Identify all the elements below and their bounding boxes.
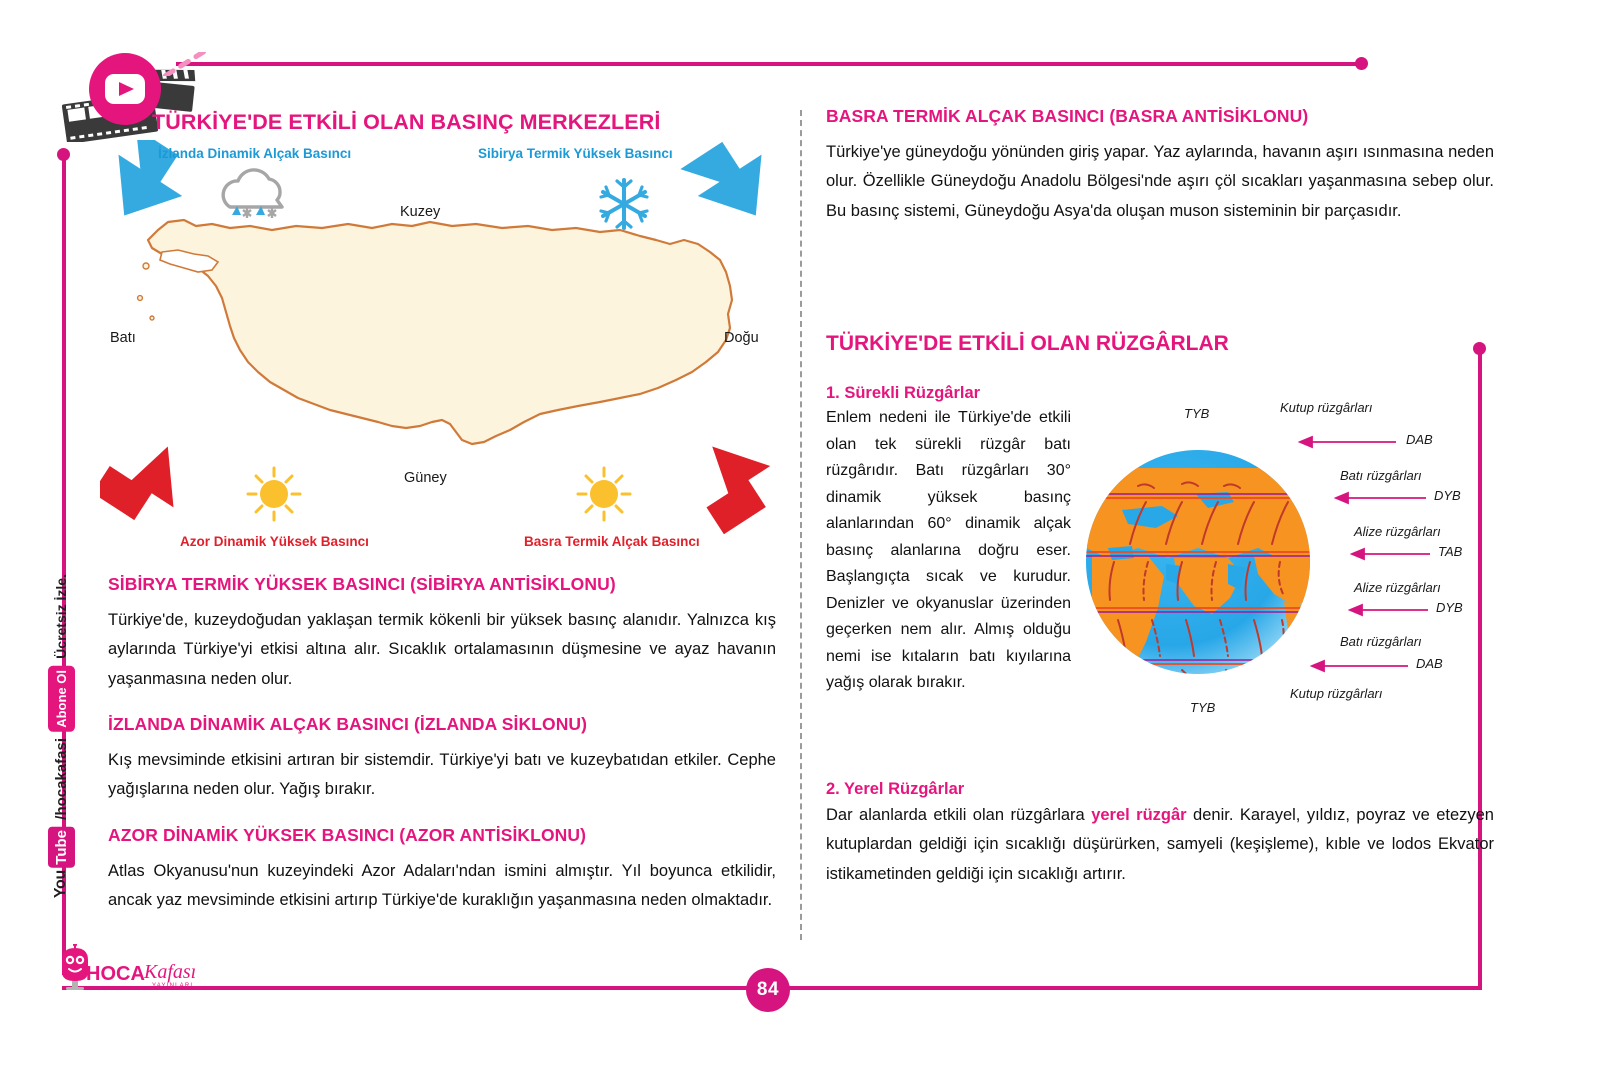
winds-section-heading-wrap	[826, 332, 1229, 356]
youtube-tube-badge: Tube	[48, 827, 75, 868]
red-arrow-up-right-icon	[100, 426, 200, 534]
free-watch-label: Ücretsiz İzle.	[53, 573, 69, 659]
local-winds-block	[826, 780, 1494, 889]
local-winds-text-part2: denir. Karayel, yıldız, poyraz ve etezyen kutuplardan geldiği için sıcaklığı düşürürken, samyeli (keşişleme), kıble ve lodos Ekvator istikametinden geldiği için sıcaklığı artırır.	[826, 806, 1494, 883]
globe-label-alize-top: Alize rüzgârları	[1354, 524, 1441, 539]
hoca-kafasi-logo-icon	[56, 944, 196, 994]
globe-label-kutup-top: Kutup rüzgârları	[1280, 400, 1373, 415]
youtube-handle: /hocakafasi	[52, 738, 70, 821]
globe-label-bati-bottom: Batı rüzgârları	[1340, 634, 1422, 649]
section-body-basra: Türkiye'ye güneydoğu yönünden giriş yapar. Yaz aylarında, havanın aşırı ısınmasına neden olur. Özellikle Güneydoğu Anadolu Bölgesi'nde aşırı çöl sıcakları yaşanmasına sebep olur. Bu basınç sistemi, Güneydoğu Asya'da oluşan muson sisteminin bir parçasıdır.	[826, 143, 1494, 220]
map-label-guney: Güney	[404, 470, 447, 486]
continuous-winds-heading: 1. Sürekli Rüzgârlar	[826, 384, 981, 402]
map-label-dogu: Doğu	[724, 330, 759, 346]
subscribe-button[interactable]: Abone Ol	[48, 666, 75, 732]
map-label-izlanda: İzlanda Dinamik Alçak Basıncı	[158, 146, 352, 161]
map-label-azor: Azor Dinamik Yüksek Basıncı	[180, 534, 369, 549]
global-wind-belts-diagram	[1078, 398, 1498, 718]
publisher-logo	[56, 944, 196, 994]
globe-label-kutup-bottom: Kutup rüzgârları	[1290, 686, 1383, 701]
motion-lines-icon	[158, 52, 216, 76]
page-title: TÜRKİYE'DE ETKİLİ OLAN BASINÇ MERKEZLERİ	[152, 110, 661, 134]
map-label-bati: Batı	[110, 330, 136, 346]
continuous-winds-block	[826, 384, 1071, 697]
globe-label-bati-top: Batı rüzgârları	[1340, 468, 1422, 483]
globe-label-tyb-top: TYB	[1184, 406, 1210, 421]
local-winds-heading: 2. Yerel Rüzgârlar	[826, 780, 965, 798]
globe-label-tyb-bottom: TYB	[1190, 700, 1216, 715]
globe-label-dyb-bottom: DYB	[1436, 600, 1463, 615]
continuous-winds-body: Enlem nedeni ile Türkiye'de etkili olan tek sürekli rüzgâr batı rüzgârıdır. Batı rüzgârları 30° dinamik yüksek basınç alanlarından 60° dinamik alçak basınç alanlarına doğru eser. Başlangıçta sıcak ve kurudur. Denizler ve okyanuslar üzerinden geçerken nem alır. Almış olduğu nemi ise kıtaların batı kıyılarına yağış olarak bırakır.	[826, 409, 1071, 692]
turkey-map-graphic	[100, 140, 780, 560]
section-heading-basra: BASRA TERMİK ALÇAK BASINCI (BASRA ANTİSİKLONU)	[826, 106, 1309, 126]
brand-script-text: Kafası	[144, 961, 196, 983]
section-heading-izlanda: İZLANDA DİNAMİK ALÇAK BASINCI (İZLANDA SİKLONU)	[108, 714, 588, 735]
section-body-azor: Atlas Okyanusu'nun kuzeyindeki Azor Adaları'ndan ismini almıştır. Yıl boyunca etkilidir, ancak yaz mevsiminde etkisini artırıp Türkiye'de kuraklığın yaşanmasına neden olmaktadır.	[108, 861, 776, 910]
page-number: 84	[746, 968, 790, 1012]
globe-label-alize-bottom: Alize rüzgârları	[1354, 580, 1441, 595]
column-divider	[800, 110, 802, 940]
section-heading-azor: AZOR DİNAMİK YÜKSEK BASINCI (AZOR ANTİSİKLONU)	[108, 824, 587, 845]
blue-arrow-down-left-icon	[680, 140, 780, 236]
youtube-logo	[48, 827, 75, 898]
map-label-kuzey: Kuzey	[400, 204, 441, 220]
local-winds-text-part1: Dar alanlarda etkili olan rüzgârlara	[826, 806, 1092, 824]
red-arrow-up-left-icon	[680, 426, 780, 534]
play-icon[interactable]	[88, 52, 162, 126]
frame-left-dot	[57, 148, 70, 161]
youtube-you-text: You	[52, 869, 69, 898]
globe-label-dyb-top: DYB	[1434, 488, 1461, 503]
frame-right-dot	[1473, 342, 1486, 355]
frame-top-rule	[176, 62, 1361, 66]
sun-icon-left	[248, 468, 300, 520]
rain-snow-cloud-icon	[223, 170, 282, 218]
youtube-promo-strip[interactable]	[44, 573, 78, 898]
map-label-basra: Basra Termik Alçak Basıncı	[524, 534, 700, 549]
snowflake-icon	[601, 180, 647, 228]
frame-top-dot	[1355, 57, 1368, 70]
winds-section-heading: TÜRKİYE'DE ETKİLİ OLAN RÜZGÂRLAR	[826, 332, 1229, 355]
section-body-izlanda: Kış mevsiminde etkisini artıran bir sistemdir. Türkiye'yi batı ve kuzeybatıdan etkiler. Cephe yağışlarına neden olur. Yağış bırakır.	[108, 751, 776, 799]
left-text-column	[108, 574, 776, 916]
globe-label-tab: TAB	[1438, 544, 1463, 559]
right-text-column	[826, 106, 1494, 226]
sun-icon-right	[578, 468, 630, 520]
globe-label-dab-bottom: DAB	[1416, 656, 1443, 671]
local-winds-highlight: yerel rüzgâr	[1091, 806, 1187, 824]
section-body-sibirya: Türkiye'de, kuzeydoğudan yaklaşan termik kökenli bir yüksek basınç alanıdır. Yalnızca kış aylarında Türkiye'yi etkisi altına alır. Sıcaklık ortalamasının düşmesine ve ayaz havanın yaşanmasına neden olur.	[108, 611, 776, 688]
map-label-sibirya: Sibirya Termik Yüksek Basıncı	[478, 146, 673, 161]
section-heading-sibirya: SİBİRYA TERMİK YÜKSEK BASINCI (SİBİRYA ANTİSİKLONU)	[108, 574, 616, 594]
brand-name-text: HOCA	[86, 963, 145, 985]
local-winds-body	[826, 801, 1494, 889]
brand-sub-text: YAYINLARI	[152, 983, 194, 989]
globe-label-dab-top: DAB	[1406, 432, 1433, 447]
pressure-centers-map	[100, 140, 780, 560]
